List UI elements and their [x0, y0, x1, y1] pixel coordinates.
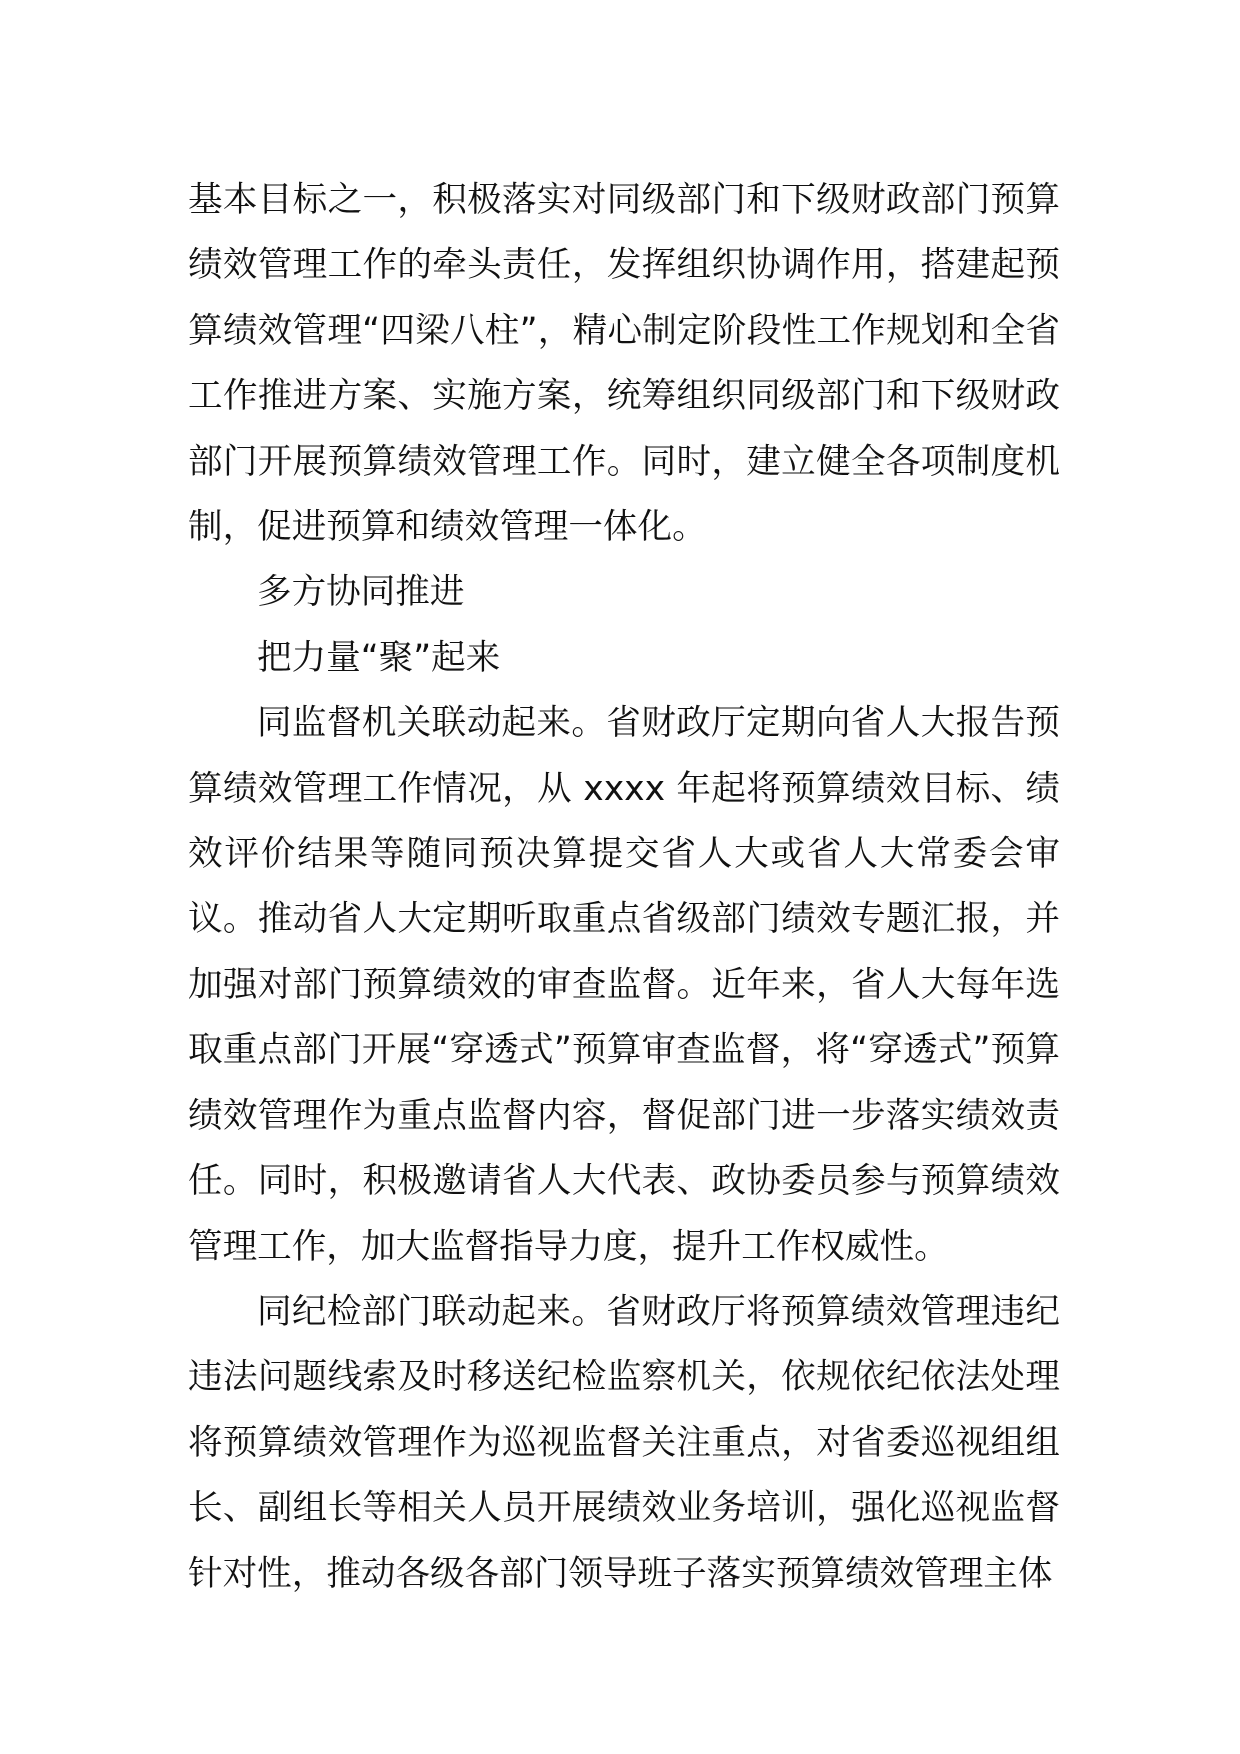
section-heading: 多方协同推进	[257, 572, 465, 613]
paragraph-supervision: 同监督机关联动起来。省财政厅定期向省人大报告预算绩效管理工作情况，从 xxxx 年起将预算绩效目标、绩效评价结果等随同预决算提交省人大或省人大常委会审议。推动省人大定期听取重点省级部门绩效专题汇报，并加强对部门预算绩效的审查监督。近年来，省人大每年选取重点部门开展“穿透式”预算审查监督，将“穿透式”预算绩效管理作为重点监督内容，督促部门进一步落实绩效责任。同时，积极邀请省人大代表、政协委员参与预算绩效管理工作，加大监督指导力度，提升工作权威性。	[188, 703, 1060, 1267]
subsection-heading: 把力量“聚”起来	[257, 637, 501, 678]
paragraph-discipline: 同纪检部门联动起来。省财政厅将预算绩效管理违纪违法问题线索及时移送纪检监察机关，依规依纪依法处理将预算绩效管理作为巡视监督关注重点，对省委巡视组组长、副组长等相关人员开展绩效业务培训，强化巡视监督针对性，推动各级各部门领导班子落实预算绩效管理主体	[188, 1291, 1060, 1594]
document-page	[188, 168, 1060, 1607]
paragraph-continuation: 基本目标之一，积极落实对同级部门和下级财政部门预算绩效管理工作的牵头责任，发挥组织协调作用，搭建起预算绩效管理“四梁八柱”，精心制定阶段性工作规划和全省工作推进方案、实施方案，统筹组织同级部门和下级财政部门开展预算绩效管理工作。同时，建立健全各项制度机制，促进预算和绩效管理一体化。	[188, 180, 1060, 548]
